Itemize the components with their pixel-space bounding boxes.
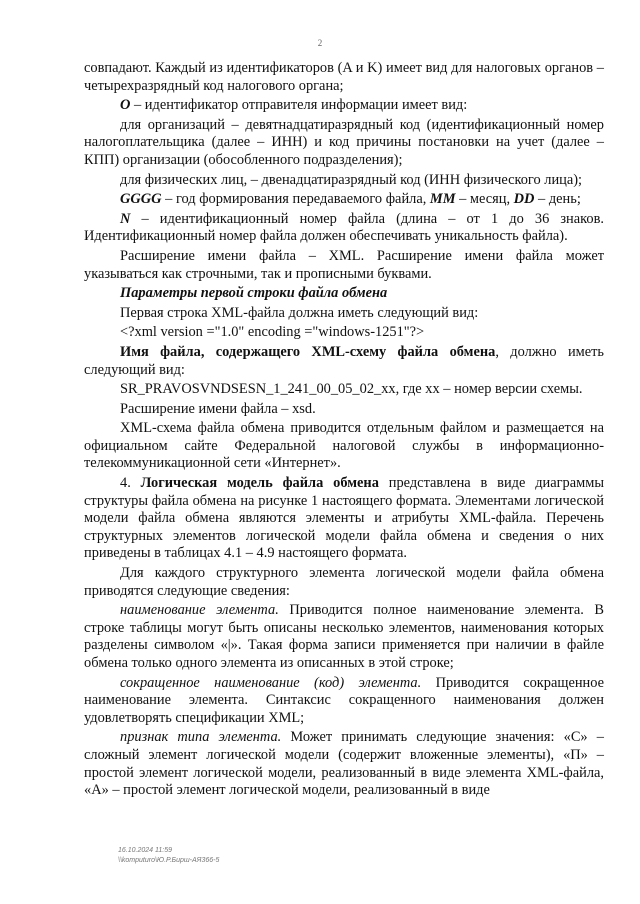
paragraph-text: – идентификационный номер файла (длина – от 1 до 36 знаков. Идентификационный номер файла должен обеспечивать уникальность файла). xyxy=(84,210,604,245)
term-element-code: сокращенное наименование (код) элемента. xyxy=(120,674,422,691)
paragraph-date-format xyxy=(84,191,604,209)
term-gggg: GGGG xyxy=(120,191,162,208)
paragraph-1: совпадают. Каждый из идентификаторов (A и K) имеет вид для налоговых органов – четырехразрядный код налогового органа; xyxy=(84,60,604,94)
paragraph-text: – идентификатор отправителя информации имеет вид: xyxy=(130,97,468,114)
paragraph-text: – день; xyxy=(534,191,581,208)
paragraph-element-name xyxy=(84,602,604,672)
paragraph-text: Приводится сокращенное наименование элемента. Синтаксис сокращенного наименования должен удовлетворять спецификации XML; xyxy=(84,674,604,726)
print-footer xyxy=(118,846,219,866)
paragraph-sender-id xyxy=(84,97,604,115)
paragraph-element-type xyxy=(84,729,604,799)
paragraph-schema-name xyxy=(84,344,604,379)
paragraph-logical-model xyxy=(84,475,604,563)
paragraph-element-code xyxy=(84,675,604,728)
section-heading-first-line xyxy=(84,285,604,303)
paragraph-text: представлена в виде диаграммы структуры файла обмена на рисунке 1 настоящего формата. Элементами логической модели файла обмена являются элементы и атрибуты XML-файла. Перечень структурных элементов логической модели файла обмена и сведения о них приведены в таблицах 4.1 – 4.9 настоящего формата. xyxy=(84,475,604,562)
term-mm: MM xyxy=(429,191,456,208)
paragraph-individuals: для физических лиц, – двенадцатиразрядный код (ИНН физического лица); xyxy=(120,171,583,188)
heading-text: Параметры первой строки файла обмена xyxy=(120,285,388,302)
paragraph-text: Приводится полное наименование элемента. В строке таблицы могут быть описаны несколько элементов, наименования которых разделены символом «|». Такая форма записи применяется при наличии в файле обмена только одного элемента из описанных в этой строке; xyxy=(84,602,604,671)
paragraph-schema-published: XML-схема файла обмена приводится отдельным файлом и размещается на официальном сайте Федеральной налоговой службы в информационно-телекоммуникационной сети «Интернет». xyxy=(84,420,604,472)
paragraph-text: – месяц, xyxy=(455,191,514,208)
xml-declaration: <?xml version ="1.0" encoding ="windows-1251"?> xyxy=(120,324,425,341)
page-number: 2 xyxy=(317,38,323,48)
schema-name-bold: Имя файла, содержащего XML-схему файла обмена xyxy=(120,343,496,360)
paragraph-text: , должно иметь следующий вид: xyxy=(84,343,604,378)
section-number: 4. xyxy=(120,475,141,492)
term-element-type: признак типа элемента. xyxy=(120,729,282,746)
paragraph-organizations: для организаций – девятнадцатиразрядный код (идентификационный номер налогоплательщика (далее – ИНН) и код причины постановки на учет (далее – КПП) организации (обособленного подразделения); xyxy=(84,116,604,168)
term-o: O xyxy=(120,97,131,114)
term-element-name: наименование элемента. xyxy=(120,602,279,619)
paragraph-text: Может принимать следующие значения: «С» – сложный элемент логической модели (содержит вложенные элементы), «П» – простой элемент логической модели, реализованный в виде элемента XML-файла, «А» – простой элемент логической модели, реализованный в виде xyxy=(84,729,604,799)
document-body xyxy=(84,60,604,802)
logical-model-bold: Логическая модель файла обмена xyxy=(140,475,379,492)
term-dd: DD xyxy=(513,191,535,208)
paragraph-element-info: Для каждого структурного элемента логической модели файла обмена приводятся следующие сведения: xyxy=(84,565,604,599)
paragraph-extension: Расширение имени файла – XML. Расширение имени файла может указываться как строчными, так и прописными буквами. xyxy=(84,247,604,282)
footer-timestamp: 16.10.2024 11:59 xyxy=(118,847,172,854)
paragraph-xsd-extension: Расширение имени файла – xsd. xyxy=(120,400,316,417)
paragraph-text: – год формирования передаваемого файла, xyxy=(161,191,430,208)
footer-path: \\komputuro\Ю.Р.Бирш-АЯ366-5 xyxy=(118,857,220,864)
term-n: N xyxy=(120,210,131,227)
paragraph-schema-filename: SR_PRAVOSVNDSESN_1_241_00_05_02_xx, где xx – номер версии схемы. xyxy=(120,381,583,398)
paragraph-first-line: Первая строка XML-файла должна иметь следующий вид: xyxy=(120,304,479,321)
paragraph-file-number xyxy=(84,211,604,246)
